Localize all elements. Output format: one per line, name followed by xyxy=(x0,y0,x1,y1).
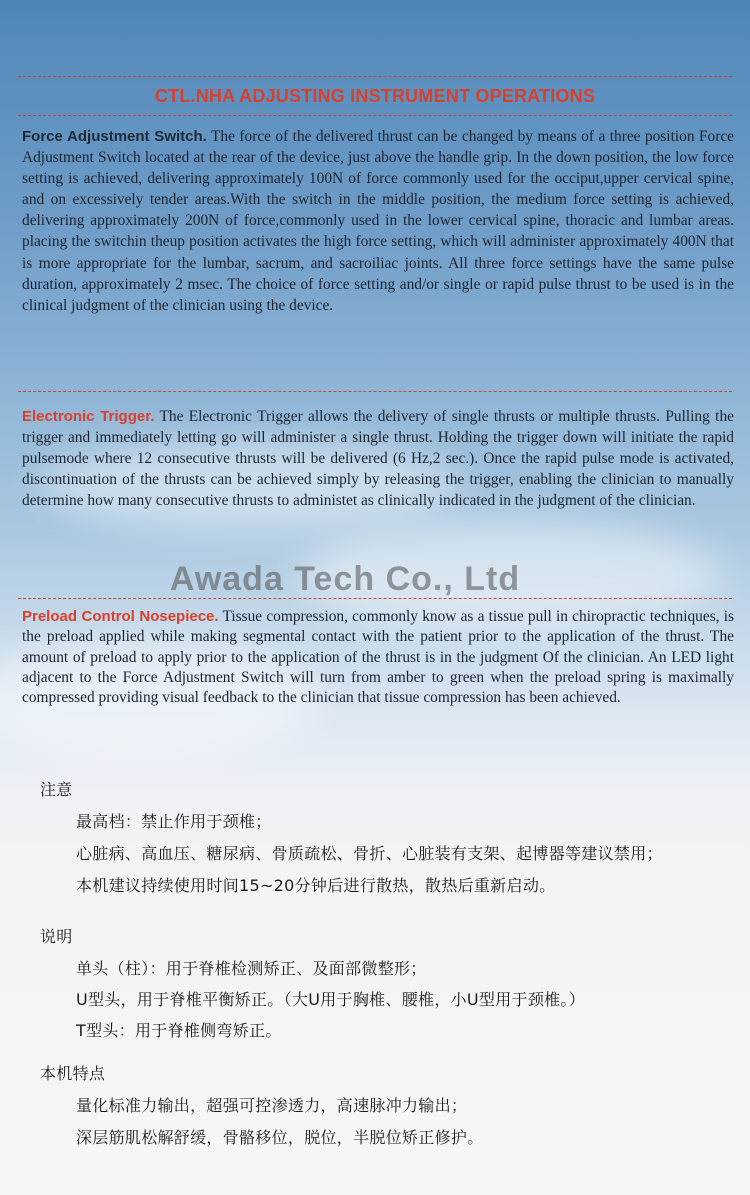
section-title: Electronic Trigger. xyxy=(22,408,155,425)
explanation-line: T型头：用于脊椎侧弯矫正。 xyxy=(76,1021,282,1040)
section-electronic-trigger xyxy=(22,406,734,511)
notes-line: 本机建议持续使用时间15~20分钟后进行散热，散热后重新启动。 xyxy=(76,876,556,895)
divider xyxy=(18,76,732,77)
notes-line: 心脏病、高血压、糖尿病、骨质疏松、骨折、心脏装有支架、起博器等建议禁用； xyxy=(76,844,663,863)
section-body: The Electronic Trigger allows the delivery of single thrusts or multiple thrusts. Pulling the trigger and immediately letting go will administer a single thrust. Holding the trigger down will initiate the rapid pulsemode where 12 consecutive thrusts will be delivered (6 Hz,2 sec.). Once the rapid pulse mode is activated, discontinuation of the thrusts can be achieved simply by releasing the trigger, enabling the clinician to manually determine how many consecutive thrusts to administet as clinically indicated in the judgment of the clinician. xyxy=(22,408,734,510)
explanation-line: 单头（柱）：用于脊椎检测矫正、及面部微整形； xyxy=(76,959,427,978)
section-title: Preload Control Nosepiece. xyxy=(22,608,219,625)
explanation-line: U型头，用于脊椎平衡矫正。（大U用于胸椎、腰椎，小U型用于颈椎。） xyxy=(76,990,586,1009)
divider xyxy=(18,115,732,116)
section-title: Force Adjustment Switch. xyxy=(22,128,207,145)
notes-heading: 注意 xyxy=(40,780,73,799)
explanation-heading: 说明 xyxy=(40,927,73,946)
divider xyxy=(18,598,732,599)
notes-line: 最高档：禁止作用于颈椎； xyxy=(76,812,272,831)
page-title: CTL.NHA ADJUSTING INSTRUMENT OPERATIONS xyxy=(154,86,596,106)
section-body: Tissue compression, commonly know as a tissue pull in chiropractic techniques, is the preload applied while making segmental contact with the patient prior to the application of the thrust. The amount of preload to apply prior to the application of the thrust is in the judgment Of the clinician. An LED light adjacent to the Force Adjustment Switch will turn from amber to green when the preload spring is maximally compressed providing visual feedback to the clinician that tissue compression has been achieved. xyxy=(22,608,734,707)
features-line: 深层筋肌松解舒缓，骨骼移位，脱位，半脱位矫正修护。 xyxy=(76,1128,484,1147)
section-force-adjustment xyxy=(22,126,734,316)
section-body: The force of the delivered thrust can be changed by means of a three position Force Adjustment Switch located at the rear of the device, just above the handle grip. In the down position, the low force setting is achieved, delivering approximately 100N of force commonly used for the occiput,upper cervical spine, and on excessively tender areas.With the switch in the middle position, the medium force setting is achieved, delivering approximately 200N of force,commonly used in the lower cervical spine, thoracic and lumbar areas. placing the switchin theup position activates the high force setting, which will administer approximately 400N that is more appropriate for the lumbar, sacrum, and sacroiliac joints. All three force settings have the same pulse duration, approximately 2 msec. The choice of force setting and/or single or rapid pulse thrust to be used is in the clinical judgment of the clinician using the device. xyxy=(22,128,734,314)
company-watermark: Awada Tech Co., Ltd xyxy=(169,560,521,598)
features-heading: 本机特点 xyxy=(40,1064,106,1083)
divider xyxy=(18,391,732,392)
section-preload-control xyxy=(22,607,734,708)
features-line: 量化标准力输出，超强可控渗透力，高速脉冲力输出； xyxy=(76,1096,468,1115)
